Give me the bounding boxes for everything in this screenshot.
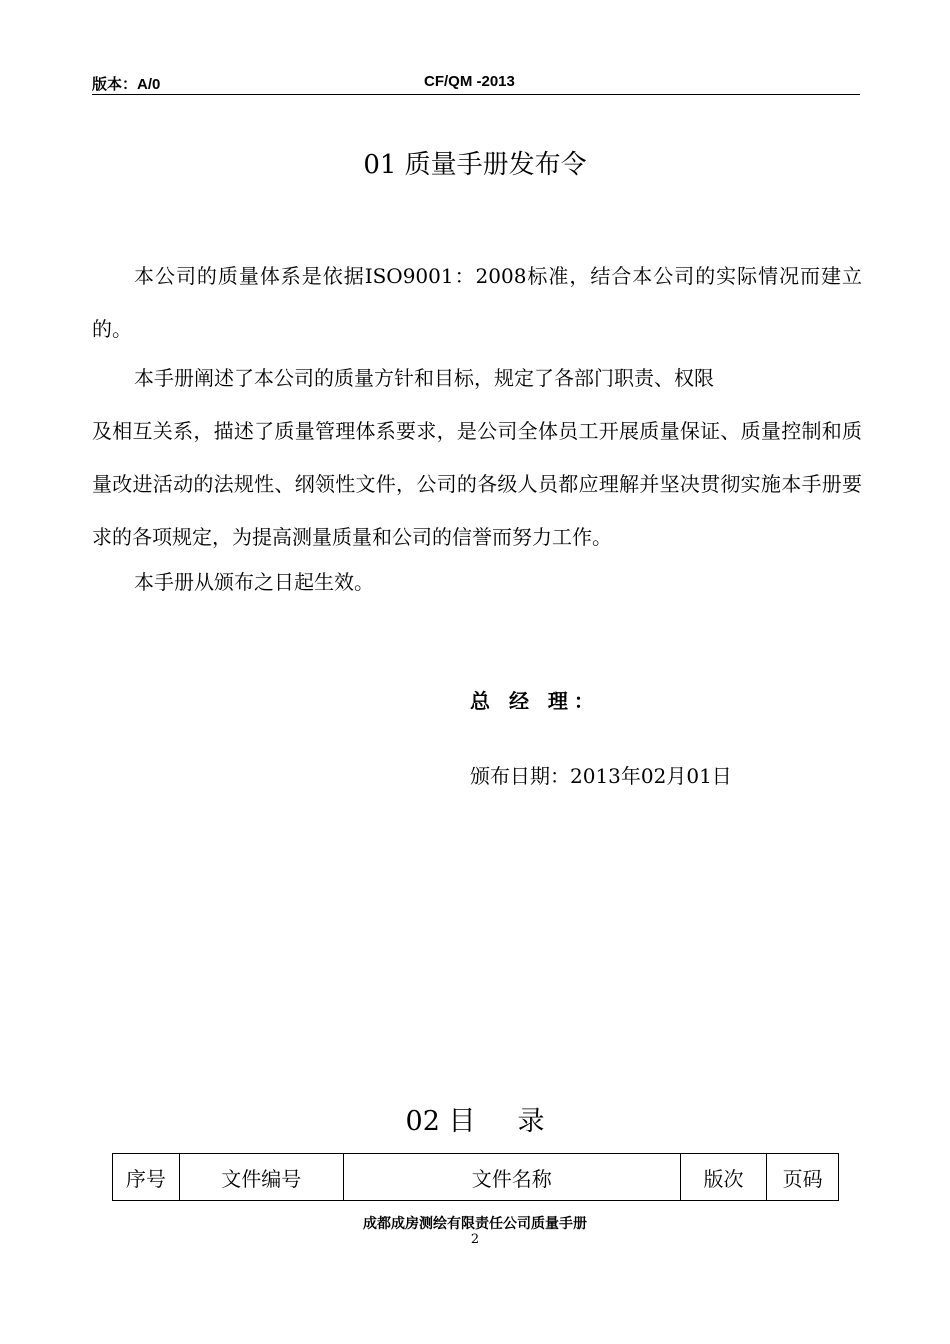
table-header-row bbox=[113, 1154, 839, 1201]
header-cell-seq: 序号 bbox=[113, 1154, 180, 1201]
version-label: 版本：A/0 bbox=[92, 76, 161, 93]
page-header bbox=[92, 70, 860, 95]
general-manager-label: 总 经 理： bbox=[470, 689, 600, 713]
header-cell-doc-name: 文件名称 bbox=[343, 1154, 680, 1201]
contents-title bbox=[0, 1099, 950, 1138]
header-cell-page: 页码 bbox=[767, 1154, 839, 1201]
contents-table bbox=[112, 1153, 839, 1201]
release-date: 颁布日期：2013年02月01日 bbox=[470, 764, 732, 788]
scope-paragraph-first-line: 本手册阐述了本公司的质量方针和目标，规定了各部门职责、权限 bbox=[134, 366, 714, 390]
document-number: CF/QM -2013 bbox=[424, 73, 515, 90]
effective-paragraph: 本手册从颁布之日起生效。 bbox=[134, 570, 374, 594]
header-cell-doc-number: 文件编号 bbox=[179, 1154, 343, 1201]
contents-title-word: 录 bbox=[517, 1106, 545, 1137]
scope-paragraph bbox=[92, 352, 862, 564]
header-cell-edition: 版次 bbox=[680, 1154, 767, 1201]
release-order-title: 01 质量手册发布令 bbox=[363, 150, 587, 180]
scope-paragraph-body: 及相互关系，描述了质量管理体系要求，是公司全体员工开展质量保证、质量控制和质量改进活动的法规性、纲领性文件，公司的各级人员都应理解并坚决贯彻实施本手册要求的各项规定，为提高测量质量和公司的信誉而努力工作。 bbox=[92, 419, 862, 549]
contents-title-number: 02 目 bbox=[405, 1106, 476, 1137]
page-number: 2 bbox=[470, 1232, 480, 1247]
intro-paragraph: 本公司的质量体系是依据ISO9001：2008标准，结合本公司的实际情况而建立的。 bbox=[92, 264, 862, 341]
footer-company-manual: 成都成房测绘有限责任公司质量手册 bbox=[363, 1216, 587, 1232]
